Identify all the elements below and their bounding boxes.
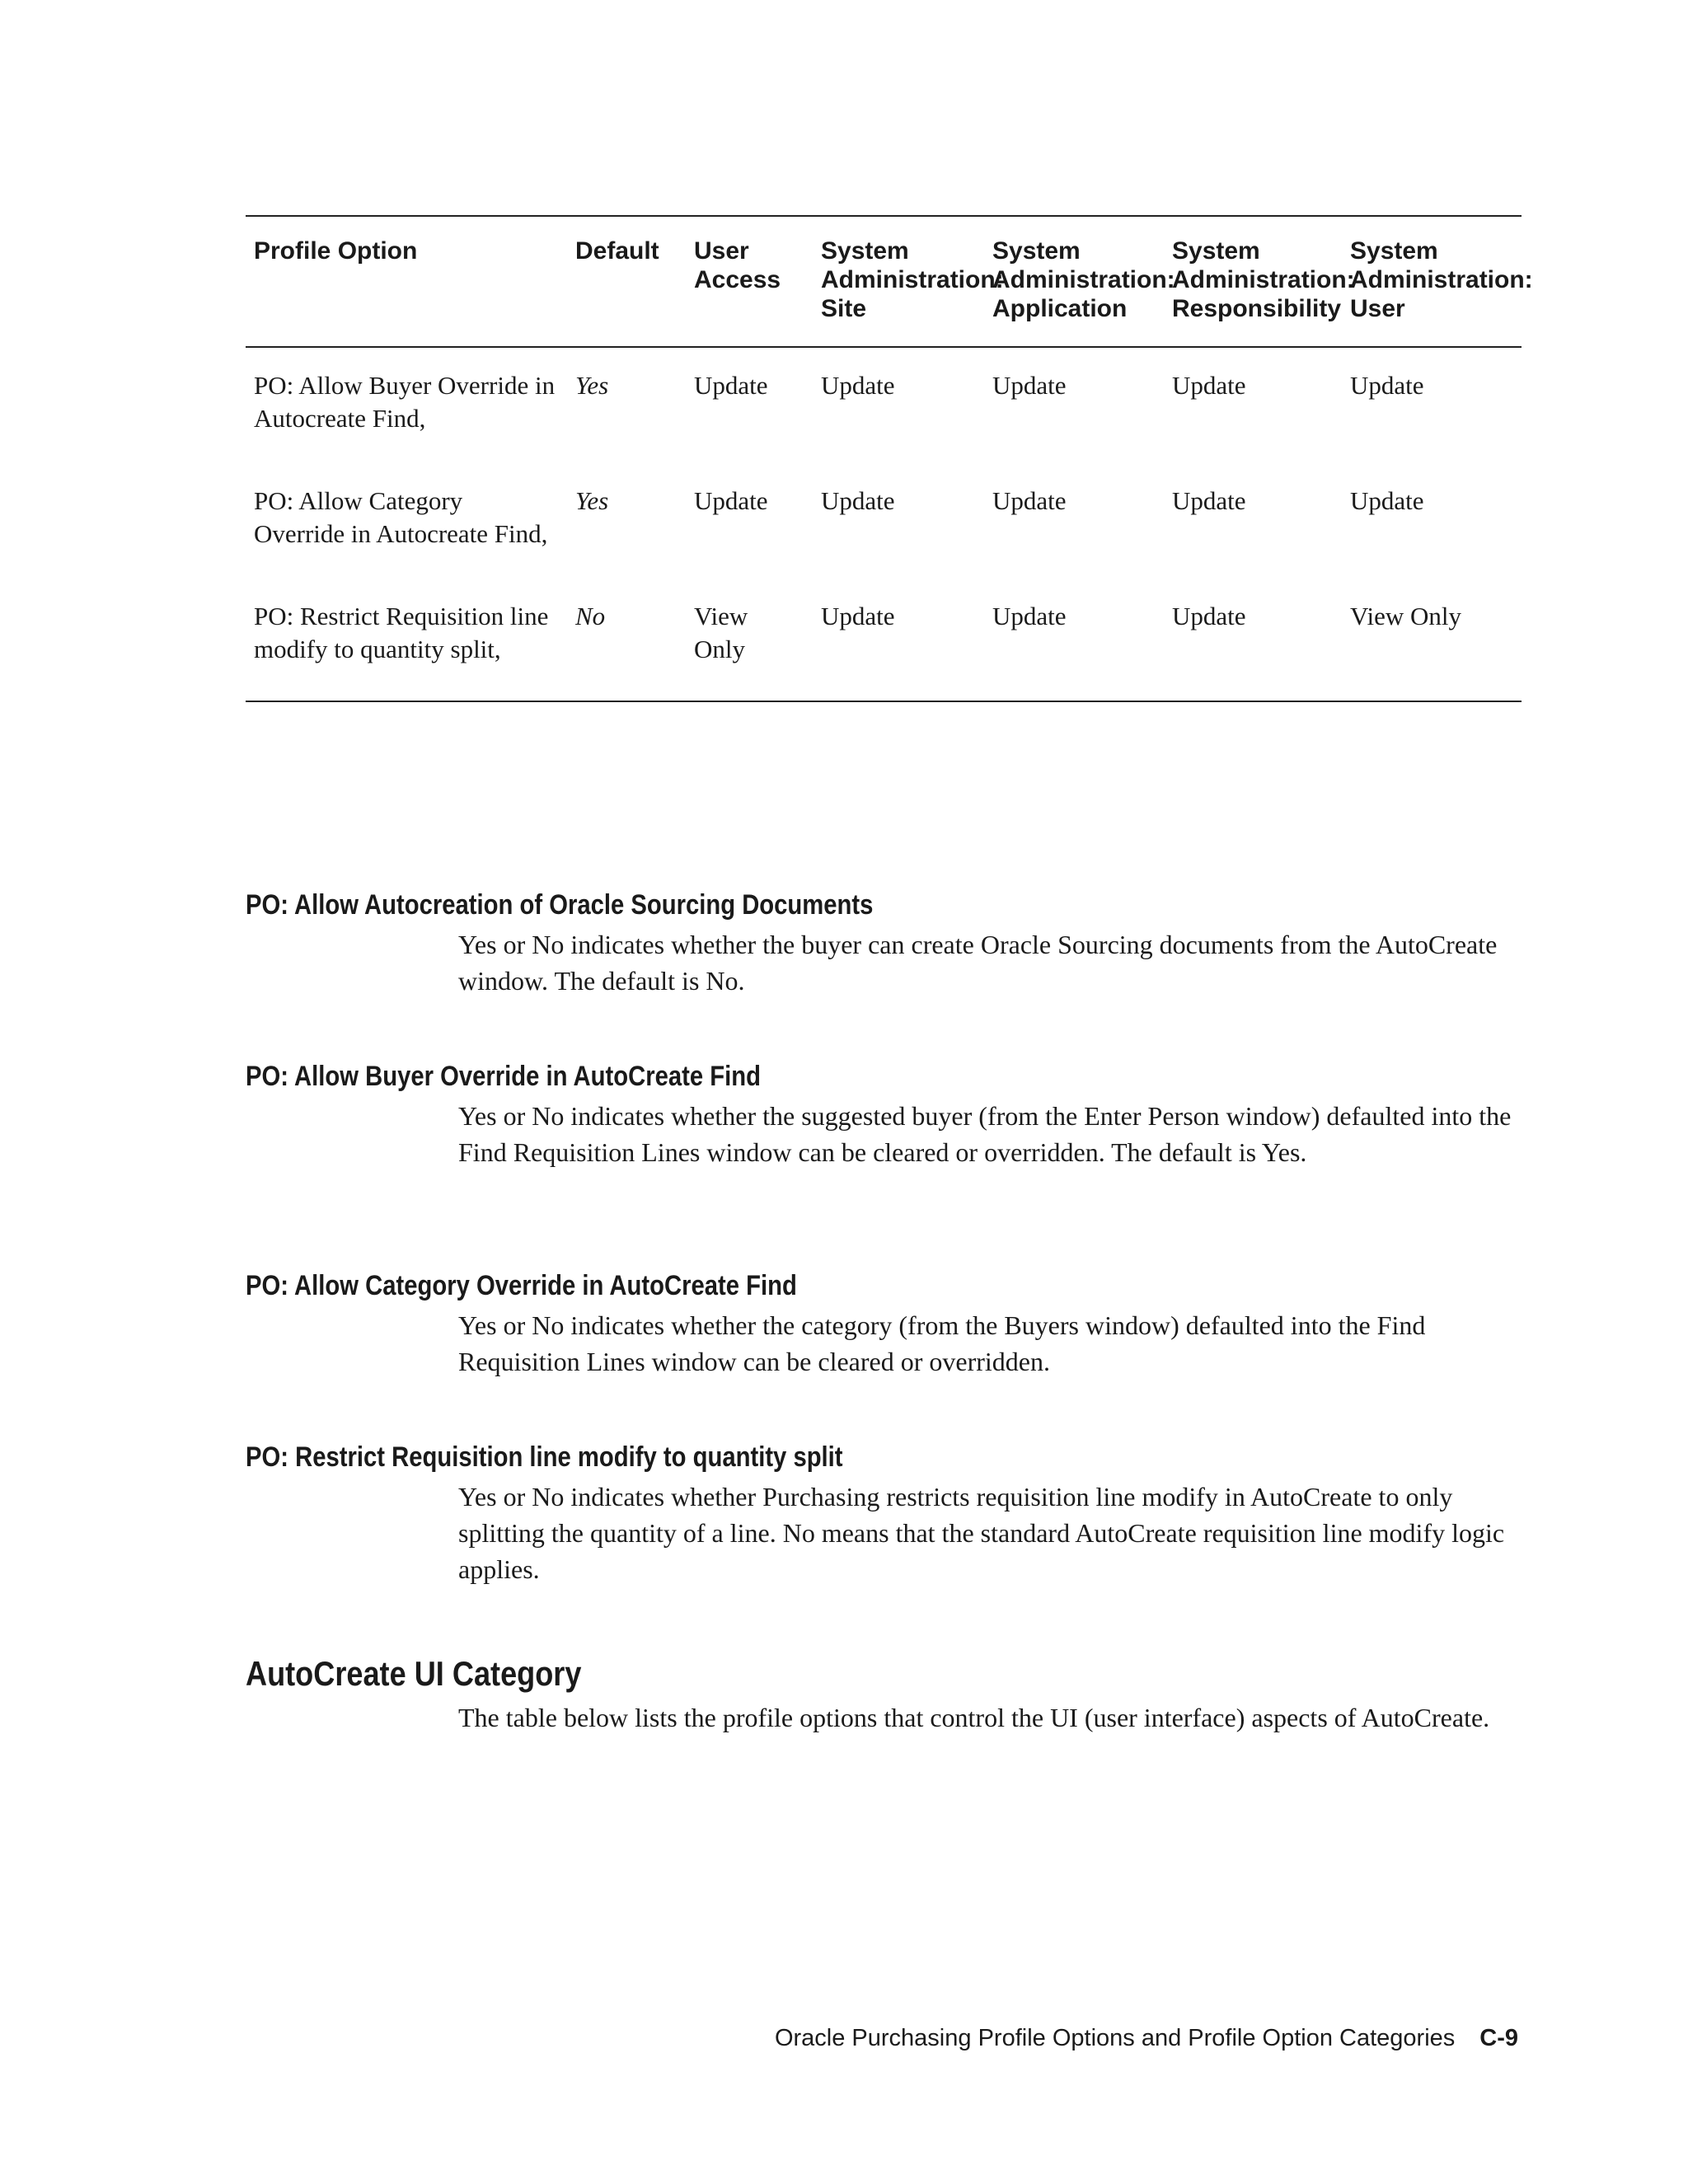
column-header-sysadmin-user: System Administration: User — [1350, 237, 1533, 322]
cell-sysadmin-application: Update — [992, 371, 1067, 400]
cell-sysadmin-user: Update — [1350, 486, 1424, 515]
cell-sysadmin-responsibility: Update — [1172, 602, 1246, 630]
column-header-sysadmin-responsibility: System Administration: Responsibility — [1172, 237, 1355, 322]
section-text: Yes or No indicates whether Purchasing restricts requisition line modify in AutoCreate to only splitting the quantity of a line. No means that the standard AutoCreate requisition line modify logic applies. — [458, 1482, 1505, 1584]
autocreate-ui-category — [246, 1653, 1525, 1736]
footer-title: Oracle Purchasing Profile Options and Profile Option Categories — [774, 2025, 1456, 2051]
section-text: Yes or No indicates whether the suggested buyer (from the Enter Person window) defaulted into the Find Requisition Lines window can be cleared or overridden. The default is Yes. — [458, 1101, 1512, 1167]
cell-default: No — [575, 602, 606, 630]
category-heading: AutoCreate UI Category — [246, 1654, 582, 1693]
table-row — [246, 347, 1522, 463]
table-row — [246, 463, 1522, 579]
cell-sysadmin-site: Update — [821, 602, 895, 630]
section-allow-autocreation-sourcing — [246, 888, 1525, 999]
table-row — [246, 579, 1522, 701]
page-footer — [775, 2023, 1518, 2053]
cell-sysadmin-user: Update — [1350, 371, 1424, 400]
category-text: The table below lists the profile options that control the UI (user interface) aspects of AutoCreate. — [458, 1703, 1490, 1732]
section-allow-category-override — [246, 1269, 1525, 1380]
section-text: Yes or No indicates whether the buyer can create Oracle Sourcing documents from the AutoCreate window. The default is No. — [458, 930, 1498, 996]
section-heading: PO: Allow Category Override in AutoCreate Find — [246, 1270, 797, 1301]
column-header-user-access: User Access — [694, 237, 781, 293]
cell-default: Yes — [575, 371, 609, 400]
section-heading: PO: Allow Autocreation of Oracle Sourcing Documents — [246, 889, 874, 921]
column-header-sysadmin-application: System Administration: Application — [992, 237, 1175, 322]
section-allow-buyer-override — [246, 1060, 1525, 1170]
cell-sysadmin-site: Update — [821, 486, 895, 515]
section-heading: PO: Allow Buyer Override in AutoCreate Find — [246, 1061, 761, 1092]
table-header — [246, 216, 1533, 347]
section-restrict-requisition-line — [246, 1441, 1525, 1587]
cell-default: Yes — [575, 486, 609, 515]
cell-sysadmin-application: Update — [992, 486, 1067, 515]
column-header-sysadmin-site: System Administration: Site — [821, 237, 1004, 322]
cell-sysadmin-application: Update — [992, 602, 1067, 630]
cell-profile-option: PO: Allow Category Override in Autocreate Find, — [254, 486, 548, 548]
cell-profile-option: PO: Allow Buyer Override in Autocreate Find, — [254, 371, 556, 433]
cell-sysadmin-site: Update — [821, 371, 895, 400]
section-text: Yes or No indicates whether the category (from the Buyers window) defaulted into the Find Requisition Lines window can be cleared or overridden. — [458, 1310, 1426, 1376]
column-header-profile-option: Profile Option — [254, 237, 418, 265]
column-header-default: Default — [575, 237, 659, 265]
page-number: C-9 — [1479, 2025, 1518, 2051]
cell-sysadmin-user: View Only — [1350, 602, 1462, 630]
section-heading: PO: Restrict Requisition line modify to quantity split — [246, 1441, 843, 1473]
cell-user-access: Update — [694, 371, 768, 400]
cell-sysadmin-responsibility: Update — [1172, 486, 1246, 515]
cell-user-access: Update — [694, 486, 768, 515]
cell-sysadmin-responsibility: Update — [1172, 371, 1246, 400]
cell-profile-option: PO: Restrict Requisition line modify to quantity split, — [254, 602, 549, 663]
cell-user-access: View Only — [694, 602, 748, 663]
profile-options-table — [246, 215, 1533, 702]
